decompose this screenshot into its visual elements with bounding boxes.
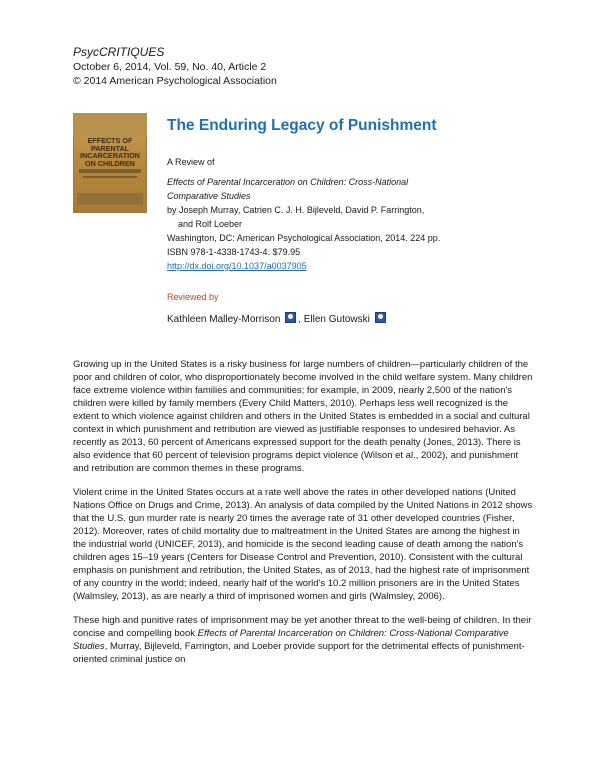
user-profile-icon[interactable]	[375, 312, 386, 323]
cover-stripe	[79, 169, 141, 173]
paragraph: Growing up in the United States is a risky business for large numbers of children—particularly children of the poor and children of color, who disproportionately become involved in the child welfare system. Many children face extreme violence within families and communities; for example, in 2009, nearly 2,500 of the nation's children were killed by family members (Every Child Matters, 2010). Perhaps less well recognized is the extent to which violence against children and others in the United States is embedded in a social and cultural context in which punishment and retribution are viewed as justifiable responses to undesired behavior. As recently as 2013, 60 percent of Americans expressed support for the death penalty (Jones, 2013). There is also evidence that 60 percent of television programs depict violence (Wilson et al., 2002), and punishment and retribution are common themes in these programs.	[73, 359, 533, 474]
book-review-info	[167, 155, 440, 273]
review-label: A Review of	[167, 157, 215, 167]
article-title: The Enduring Legacy of Punishment	[167, 117, 437, 134]
cover-bottom-block	[77, 193, 143, 205]
reviewer-name: Ellen Gutowski	[303, 314, 370, 325]
book-authors: and Rolf Loeber	[178, 219, 243, 229]
book-title-inline: Effects of Parental Incarceration on Children: Cross-National Comparative Studies	[73, 628, 509, 652]
article-body	[73, 358, 533, 677]
book-title-line: Effects of Parental Incarceration on Children: Cross-National	[167, 177, 409, 187]
paragraph: Violent crime in the United States occurs at a rate well above the rates in other developed nations (United Nations Office on Drugs and Crime, 2013). An analysis of data compiled by the United Nations in 2012 shows that the U.S. gun murder rate is nearly 20 times the average rate of 31 other developed countries (Fisher, 2012). Moreover, rates of child mortality due to maltreatment in the United States are among the highest in the industrial world (UNICEF, 2013), and homicide is the second leading cause of death among the nation's children ages 15–19 years (Centers for Disease Control and Prevention, 2010). Consistent with the cultural emphasis on punishment and retribution, the United States, as of 2013, had the highest rate of imprisonment of any country in the world; indeed, nearly half of the world's 10.2 million prisoners are in the United States (Walmsley, 2013), as are nearly a third of imprisoned women and girls (Walmsley, 2006).	[73, 487, 533, 602]
reviewer-name: Kathleen Malley-Morrison	[167, 314, 281, 325]
isbn: ISBN 978-1-4338-1743-4. $79.95	[167, 247, 301, 257]
cover-stripe	[83, 176, 137, 178]
user-profile-icon[interactable]	[285, 312, 296, 323]
reviewer-separator: ,	[298, 314, 304, 325]
book-authors: by Joseph Murray, Catrien C. J. H. Bijleveld, David P. Farrington,	[167, 205, 425, 215]
issue-info: October 6, 2014, Vol. 59, No. 40, Article 2	[73, 61, 267, 73]
reviewed-by-label: Reviewed by	[167, 292, 219, 302]
article-header	[73, 44, 277, 88]
publisher: Washington, DC: American Psychological Association, 2014. 224 pp.	[167, 233, 441, 243]
reviewers	[167, 312, 388, 325]
book-title-line: Comparative Studies	[167, 191, 251, 201]
book-cover-image	[73, 113, 147, 213]
copyright: © 2014 American Psychological Association	[73, 75, 277, 87]
paragraph: These high and punitive rates of imprisonment may be yet another threat to the well-being of children. In their concise and compelling book Effects of Parental Incarceration on Children: Cross-National Comparative Studies, Murray, Bijleveld, Farrington, and Loeber provide support for the detrimental effects of punishment-oriented criminal justice on	[73, 615, 532, 665]
journal-name: PsycCRITIQUES	[73, 45, 165, 59]
doi-link[interactable]: http://dx.doi.org/10.1037/a0037905	[167, 261, 307, 271]
cover-title: EFFECTS OF PARENTAL INCARCERATION ON CHILDREN	[80, 136, 140, 168]
cover-top-band	[73, 113, 147, 137]
